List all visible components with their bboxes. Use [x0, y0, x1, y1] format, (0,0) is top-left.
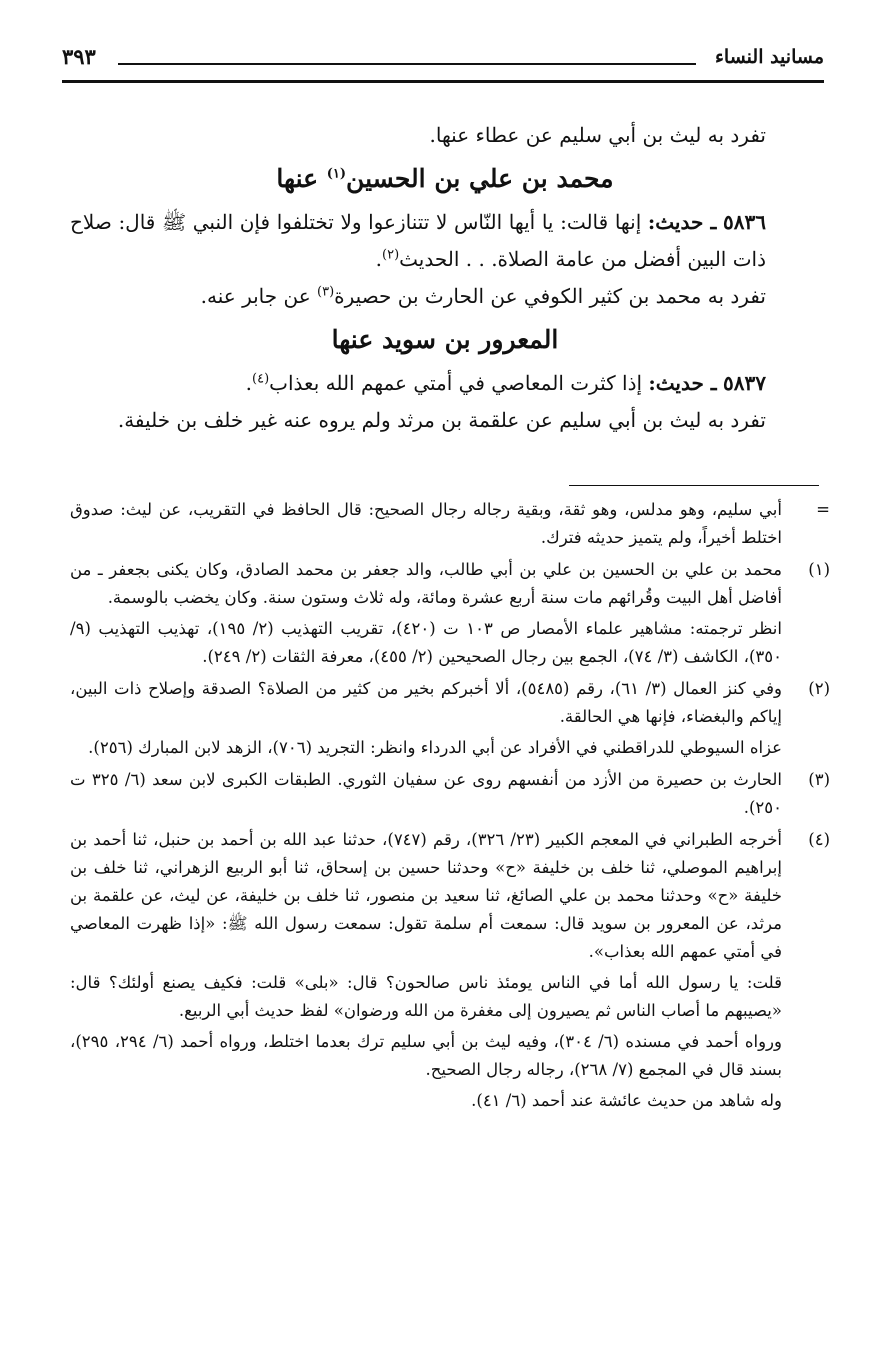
footnote-1: [70, 556, 830, 671]
hadith-end: .: [375, 247, 382, 271]
hadith-5837: [70, 365, 820, 402]
narration-note-1: تفرد به ليث بن أبي سليم عن عطاء عنها.: [429, 123, 766, 147]
footnote-continued: [70, 496, 830, 552]
main-text: [70, 117, 820, 439]
footnote-paragraph: الحارث بن حصيرة من الأزد من أنفسهم روى عن سفيان الثوري. الطبقات الكبرى لابن سعد (٦/ ٣٢٥ ت ٢٥٠).: [70, 770, 782, 817]
narration-end: عن جابر عنه.: [200, 284, 311, 308]
hadith-end: .: [245, 371, 253, 395]
footnote-paragraph: أبي سليم، وهو مدلس، وهو ثقة، وبقية رجاله رجال الصحيح: قال الحافظ في التقريب، عن ليث: صدوق اختلط أخيراً، ولم يتميز حديثه فترك.: [70, 500, 782, 547]
footnote-paragraph: قلت: يا رسول الله أما في الناس يومئذ ناس صالحون؟ قال: «بلى» قلت: فكيف يصنع أولئك؟ قال: «يصيبهم ما أصاب الناس ثم يصيرون إلى مغفرة من الله ورضوان» لفظ حديث أبي الربيع.: [70, 973, 782, 1020]
hadith-number: ٥٨٣٦: [723, 210, 767, 234]
narration-note-3: تفرد به ليث بن أبي سليم عن علقمة بن مرثد ولم يروه عنه غير خلف بن خليفة.: [117, 408, 766, 432]
hadith-text: إذا كثرت المعاصي في أمتي عمهم الله بعذاب: [269, 371, 643, 395]
hadith-text: إنها قالت: يا أيها النّاس لا تتنازعوا ولا تختلفوا فإن النبي ﷺ قال: صلاح ذات البين أفضل من عامة الصلاة. . . الحديث: [70, 210, 766, 271]
footnote-mark: (١): [808, 560, 830, 579]
footnote-ref-1[interactable]: (١): [326, 166, 347, 182]
footnote-3: [70, 766, 830, 822]
section-heading-muhammad: [70, 156, 820, 202]
footnote-paragraph: محمد بن علي بن الحسين بن علي بن أبي طالب، والد جعفر بن محمد الصادق، وكان يكنى بجعفر ـ من أفاضل أهل البيت وقُرائهم مات سنة أربع عشرة ومائة، وله ثلاث وستون سنة. وكان يخضب بالوسمة.: [70, 560, 782, 607]
footnote-paragraph: عزاه السيوطي للدراقطني في الأفراد عن أبي الدرداء وانظر: التجريد (٧٠٦)، الزهد لابن المبارك (٢٥٦).: [88, 738, 782, 757]
footnote-ref-2[interactable]: (٢): [382, 247, 400, 263]
hadith-5836: [70, 204, 820, 278]
heading-text: محمد بن علي بن الحسين: [346, 164, 614, 193]
footnote-paragraph: وفي كنز العمال (٣/ ٦١)، رقم (٥٤٨٥)، ألا أخبركم بخير من كثير من الصلاة؟ الصدقة وإصلاح ذات البين، إياكم والبغضاء، فإنها هي الحالقة.: [70, 679, 782, 726]
footnote-separator: [569, 485, 819, 486]
footnote-2: [70, 675, 830, 762]
heading-suffix: عنها: [276, 164, 319, 193]
hadith-keyword: ـ حديث:: [648, 371, 717, 395]
narration-note-2: [70, 278, 820, 315]
section-heading-maarur: المعرور بن سويد عنها: [331, 325, 559, 354]
footnote-paragraph: وله شاهد من حديث عائشة عند أحمد (٦/ ٤١).: [471, 1091, 782, 1110]
footnote-mark: (٢): [808, 679, 830, 698]
footnote-paragraph: انظر ترجمته: مشاهير علماء الأمصار ص ١٠٣ ت (٤٢٠)، تقريب التهذيب (٢/ ١٩٥)، تهذيب التهذيب (٩/ ٣٥٠)، الكاشف (٣/ ٧٤)، الجمع بين رجال الصحيحين (٢/ ٤٥٥)، معرفة الثقات (٢/ ٢٤٩).: [70, 619, 782, 666]
footnotes: [70, 496, 830, 1119]
footnote-mark: (٤): [808, 830, 830, 849]
hadith-number: ٥٨٣٧: [723, 371, 766, 395]
footnote-mark: (٣): [808, 770, 830, 789]
footnote-4: [70, 826, 830, 1115]
header-rule: [62, 80, 824, 83]
footnote-ref-3[interactable]: (٣): [317, 284, 335, 300]
header-dash-line: [118, 63, 696, 65]
footnote-ref-4[interactable]: (٤): [252, 371, 270, 387]
page-number: ٣٩٣: [62, 44, 96, 69]
footnote-mark: =: [816, 500, 830, 519]
narration-text: تفرد به محمد بن كثير الكوفي عن الحارث بن حصيرة: [334, 284, 766, 308]
footnote-paragraph: ورواه أحمد في مسنده (٦/ ٣٠٤)، وفيه ليث بن أبي سليم ترك بعدما اختلط، ورواه أحمد (٦/ ٢٩٤، ٢٩٥)، بسند قال في المجمع (٧/ ٢٦٨)، رجاله رجال الصحيح.: [70, 1032, 782, 1079]
running-header: [62, 44, 824, 84]
footnote-paragraph: أخرجه الطبراني في المعجم الكبير (٢٣/ ٣٢٦)، رقم (٧٤٧)، حدثنا عبد الله بن أحمد بن حنبل، ثنا أحمد بن إبراهيم الموصلي، ثنا خلف بن خليفة «ح» وحدثنا حسين بن إسحاق، ثنا أبو الربيع الزهراني، ثنا خلف بن خليفة «ح» وحدثنا محمد بن علي الصائغ، ثنا سعيد بن منصور، ثنا خلف بن خليفة، عن ليث، عن علقمة بن مرثد، عن المعرور بن سويد قال: سمعت أم سلمة تقول: سمعت رسول الله ﷺ: «إذا ظهرت المعاصي في أمتي عمهم الله بعذاب».: [70, 830, 782, 961]
running-title: مسانيد النساء: [715, 46, 824, 68]
hadith-keyword: ـ حديث:: [647, 210, 717, 234]
